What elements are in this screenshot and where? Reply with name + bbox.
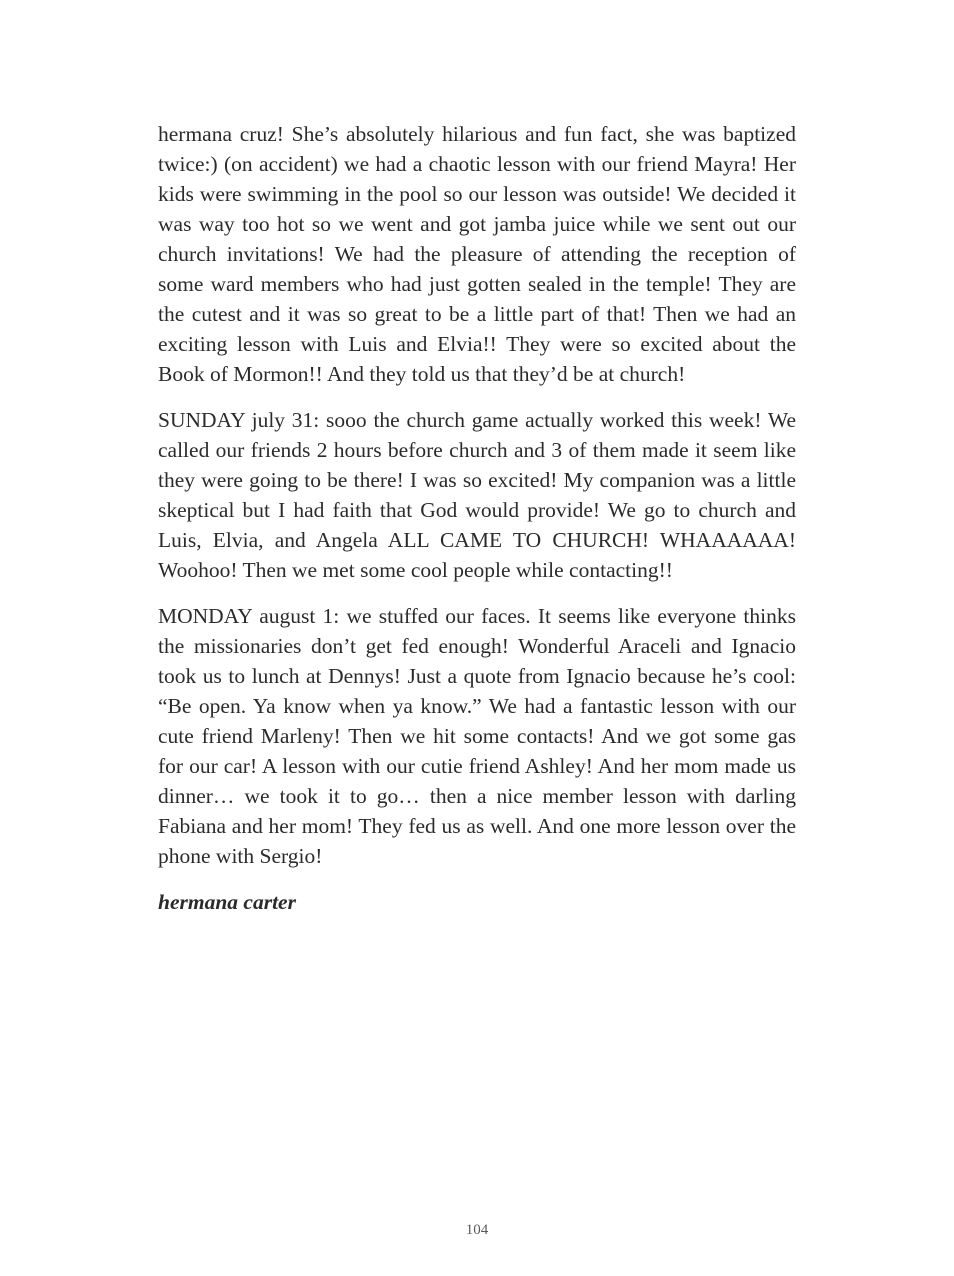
paragraph-monday: MONDAY august 1: we stuffed our faces. It seems like everyone thinks the missionaries don’t get fed enough! Wonderful Araceli and Ignacio took us to lunch at Dennys! Just a quote from Ignacio because he’s cool: “Be open. Ya know when ya know.” We had a fantastic lesson with our cute friend Marleny! Then we hit some contacts! And we got some gas for our car! A lesson with our cutie friend Ashley! And her mom made us dinner… we took it to go… then a nice member lesson with darling Fabiana and her mom! They fed us as well. And one more lesson over the phone with Sergio! <box>158 604 796 868</box>
paragraph-sunday: SUNDAY july 31: sooo the church game actually worked this week! We called our friends 2 hours before church and 3 of them made it seem like they were going to be there! I was so excited! My companion was a little skeptical but I had faith that God would provide! We go to church and Luis, Elvia, and Angela ALL CAME TO CHURCH! WHAAAAAA! Woohoo! Then we met some cool people while contacting!! <box>158 408 796 582</box>
body-text <box>158 119 796 917</box>
signature: hermana carter <box>158 890 296 914</box>
paragraph-continued: hermana cruz! She’s absolutely hilarious and fun fact, she was baptized twice:) (on accident) we had a chaotic lesson with our friend Mayra! Her kids were swimming in the pool so our lesson was outside! We decided it was way too hot so we went and got jamba juice while we sent out our church invitations! We had the pleasure of attending the reception of some ward members who had just gotten sealed in the temple! They are the cutest and it was so great to be a little part of that! Then we had an exciting lesson with Luis and Elvia!! They were so excited about the Book of Mormon!! And they told us that they’d be at church! <box>158 122 796 386</box>
page-number: 104 <box>465 1222 489 1238</box>
